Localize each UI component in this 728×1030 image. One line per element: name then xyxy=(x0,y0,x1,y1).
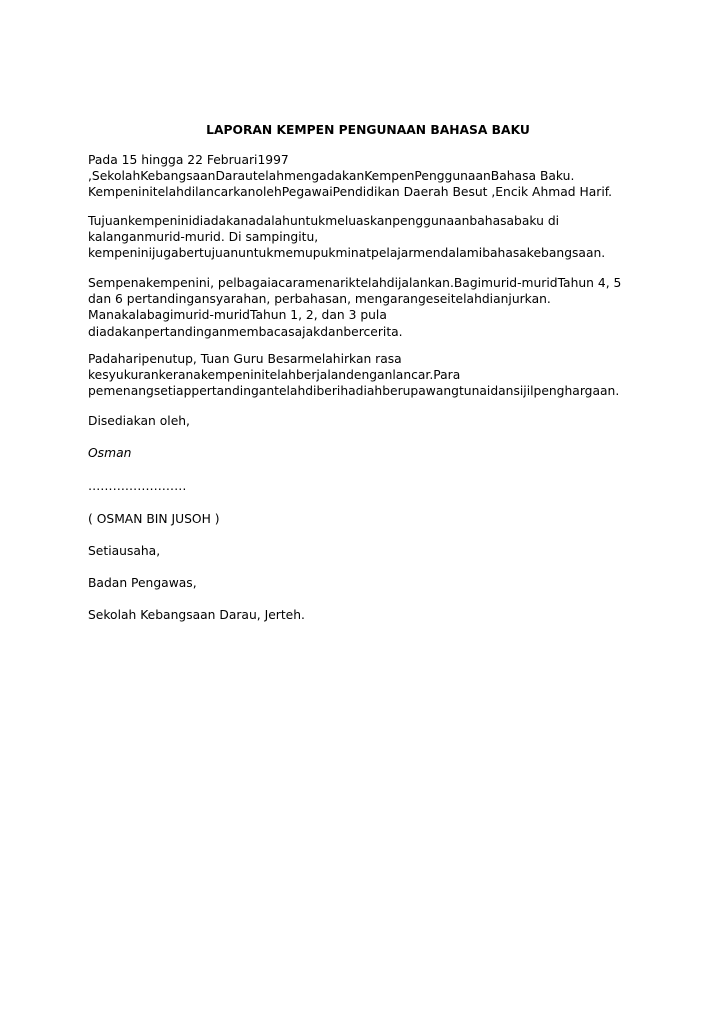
paragraph-line: Sempenakempenini, pelbagaiacaramenariktelahdijalankan.Bagimurid-muridTahun 4, 5 xyxy=(88,276,622,290)
document-title: LAPORAN KEMPEN PENGUNAAN BAHASA BAKU xyxy=(206,123,530,137)
signature-name: Osman xyxy=(88,446,132,460)
paragraph-line: ,SekolahKebangsaanDarautelahmengadakanKempenPenggunaanBahasa Baku. xyxy=(88,169,575,184)
paragraph-line: kempeninijugabertujuanuntukmemupukminatpelajarmendalamibahasakebangsaan. xyxy=(88,246,606,261)
paragraph-line: dan 6 pertandingansyarahan, perbahasan, mengarangeseitelahdianjurkan. xyxy=(88,292,551,307)
paragraph-line: diadakanpertandinganmembacasajakdanbercerita. xyxy=(88,324,403,339)
paragraph-line: Manakalabagimurid-muridTahun 1, 2, dan 3 pula xyxy=(88,308,387,323)
paragraph-line: Tujuankempeninidiadakanadalahuntukmeluaskanpenggunaanbahasabaku di xyxy=(88,214,560,228)
signature-line: …………………… xyxy=(88,479,187,493)
paragraph-line: pemenangsetiappertandingantelahdiberihadiahberupawangtunaidansijilpenghargaan. xyxy=(88,384,620,399)
prepared-by-label: Disediakan oleh, xyxy=(88,414,190,428)
paragraph-line: Padaharipenutup, Tuan Guru Besarmelahirkan rasa xyxy=(88,352,402,366)
paragraph-line: kesyukurankeranakempeninitelahberjalandenganlancar.Para xyxy=(88,368,461,383)
paragraph-line: Pada 15 hingga 22 Februari1997 xyxy=(88,153,289,167)
paragraph-campaign-activities xyxy=(88,275,648,340)
paragraph-line: KempeninitelahdilancarkanolehPegawaiPendidikan Daerah Besut ,Encik Ahmad Harif. xyxy=(88,185,613,200)
position-title: Setiausaha, xyxy=(88,544,161,558)
paragraph-line: kalanganmurid-murid. Di sampingitu, xyxy=(88,230,319,245)
organization-name: Badan Pengawas, xyxy=(88,576,197,590)
school-name: Sekolah Kebangsaan Darau, Jerteh. xyxy=(88,608,305,622)
paragraph-event-dates xyxy=(88,152,648,201)
full-name: ( OSMAN BIN JUSOH ) xyxy=(88,512,220,526)
paragraph-campaign-purpose xyxy=(88,213,648,262)
paragraph-closing-day xyxy=(88,351,648,400)
